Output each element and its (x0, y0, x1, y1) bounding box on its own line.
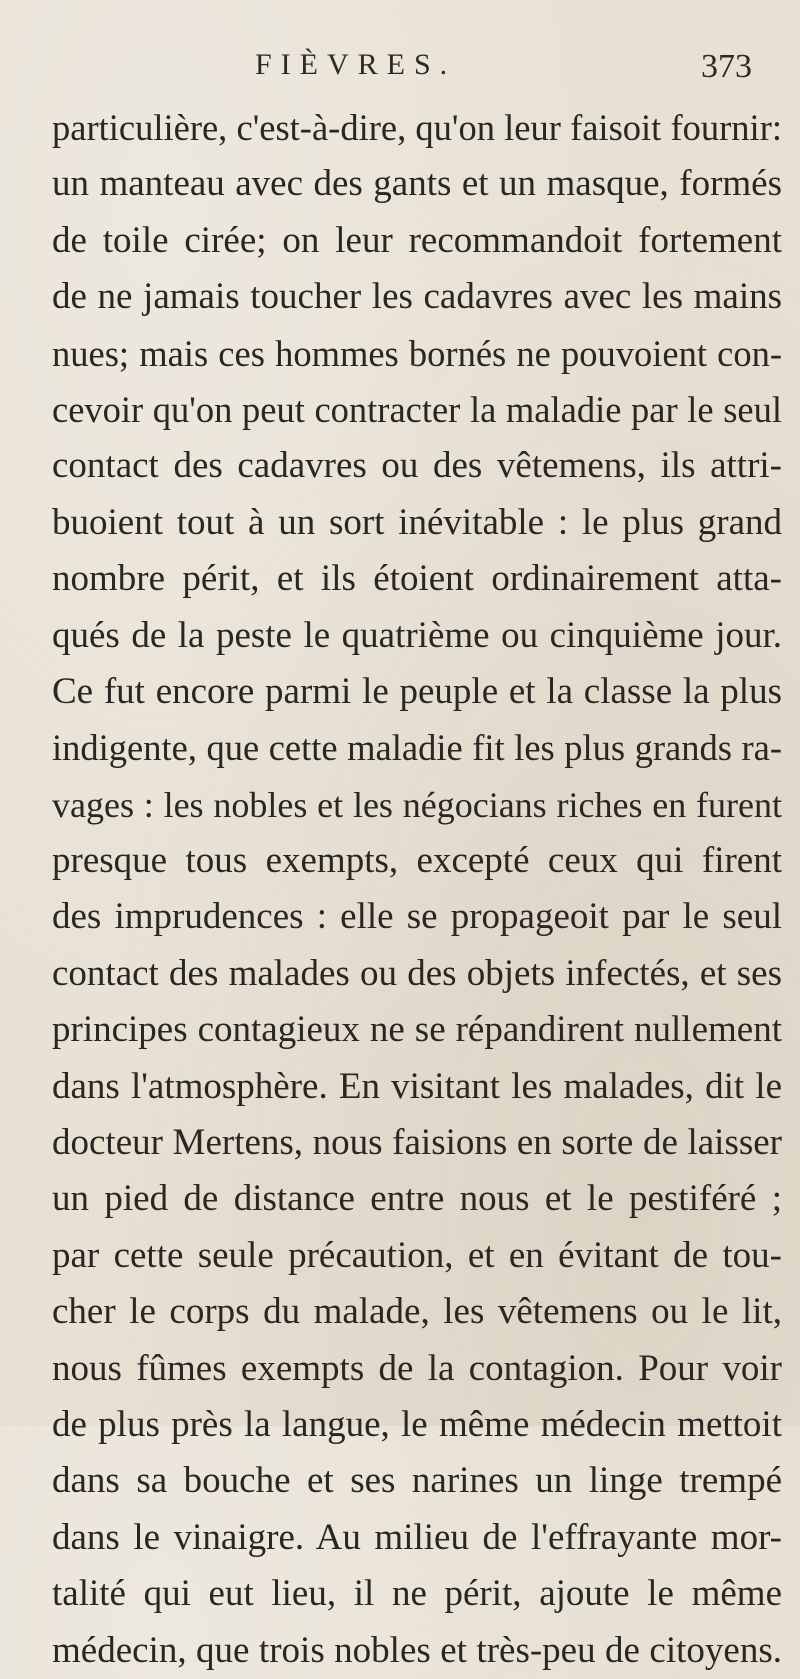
page-number: 373 (701, 48, 752, 85)
text-line: indigente, que cette maladie fit les plus grands ra- (52, 727, 782, 769)
text-line: qués de la peste le quatrième ou cinquième jour. (52, 614, 782, 656)
text-line: un manteau avec des gants et un masque, formés (52, 163, 782, 205)
text-line: contact des malades ou des objets infectés, et ses (52, 952, 782, 994)
text-line: vages : les nobles et les négocians riches en furent (52, 784, 782, 825)
text-line: dans le vinaigre. Au milieu de l'effrayante mor- (52, 1516, 782, 1558)
text-line: Ce fut encore parmi le peuple et la classe la plus (52, 670, 782, 712)
text-line: de toile cirée; on leur recommandoit fortement (52, 219, 782, 261)
text-line: nous fûmes exempts de la contagion. Pour voir (52, 1347, 782, 1389)
text-line: nues; mais ces hommes bornés ne pouvoient con- (52, 332, 782, 374)
running-head (0, 48, 800, 88)
text-line: dans l'atmosphère. En visitant les malades, dit le (52, 1065, 782, 1107)
text-line: dans sa bouche et ses narines un linge trempé (52, 1460, 782, 1502)
text-line: par cette seule précaution, et en évitant de tou- (52, 1234, 782, 1276)
text-line: talité qui eut lieu, il ne périt, ajoute le même (52, 1573, 782, 1615)
text-line: des imprudences : elle se propageoit par le seul (52, 896, 782, 938)
text-line: nombre périt, et ils étoient ordinairement atta- (52, 558, 782, 600)
text-line: cevoir qu'on peut contracter la maladie par le seul (52, 388, 782, 430)
text-line: docteur Mertens, nous faisions en sorte de laisser (52, 1122, 782, 1164)
text-line: de ne jamais toucher les cadavres avec les mains (52, 276, 782, 318)
text-line: médecin, que trois nobles et très-peu de citoyens. (52, 1629, 782, 1671)
text-line: buoient tout à un sort inévitable : le plus grand (52, 501, 782, 543)
text-line: particulière, c'est-à-dire, qu'on leur faisoit fournir: (52, 107, 782, 148)
text-line: cher le corps du malade, les vêtemens ou le lit, (52, 1291, 782, 1333)
text-line: principes contagieux ne se répandirent nullement (52, 1009, 782, 1051)
running-title: FIÈVRES. (255, 48, 457, 81)
text-line: de plus près la langue, le même médecin mettoit (52, 1403, 782, 1445)
body-text (52, 100, 782, 1679)
text-line: contact des cadavres ou des vêtemens, ils attri- (52, 445, 782, 487)
text-line: un pied de distance entre nous et le pestiféré ; (52, 1178, 782, 1220)
text-line: presque tous exempts, excepté ceux qui firent (52, 840, 782, 882)
